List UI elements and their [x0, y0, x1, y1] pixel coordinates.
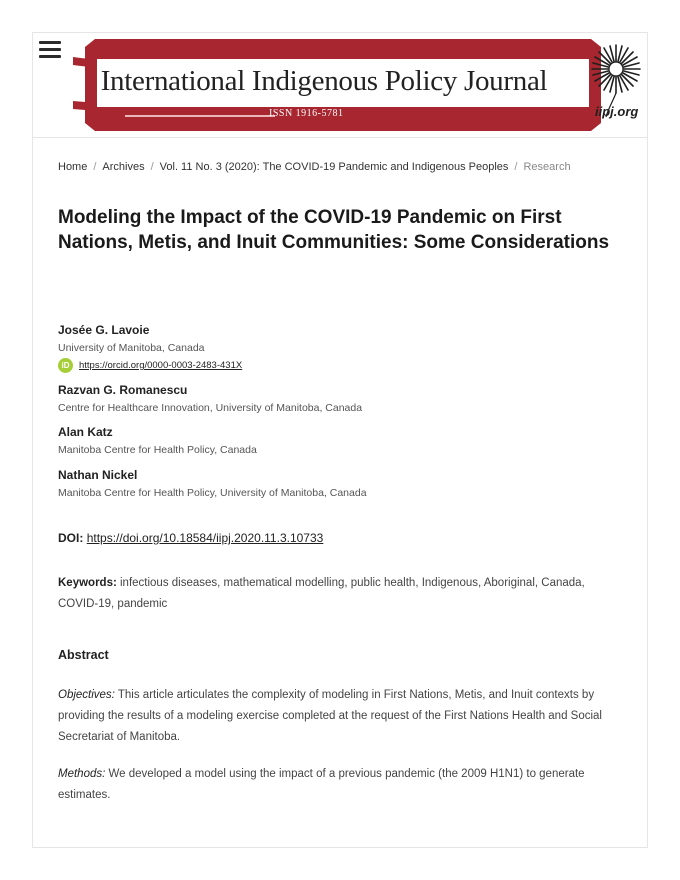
objectives-text: This article articulates the complexity of modeling in First Nations, Metis, and Inuit contexts by providing the results of a modeling exercise completed at the request of the First Nations Health and Social Secretariat of Manitoba.: [58, 689, 602, 743]
doi-section: [58, 531, 323, 545]
author-4: [58, 468, 618, 499]
abstract-methods: [58, 764, 614, 806]
breadcrumb-current: Research: [523, 161, 571, 173]
author-name: Nathan Nickel: [58, 468, 138, 482]
author-affiliation: Manitoba Centre for Health Policy, Canada: [58, 444, 257, 456]
author-2: [58, 383, 618, 414]
author-name: Josée G. Lavoie: [58, 323, 150, 337]
methods-text: We developed a model using the impact of a previous pandemic (the 2009 H1N1) to generate estimates.: [58, 768, 585, 801]
author-name: Razvan G. Romanescu: [58, 383, 188, 397]
author-name: Alan Katz: [58, 425, 113, 439]
objectives-label: Objectives:: [58, 689, 115, 701]
breadcrumb-archives[interactable]: Archives: [102, 161, 145, 173]
breadcrumb-home[interactable]: Home: [58, 161, 88, 173]
site-name-label: iipj.org: [595, 104, 639, 119]
keywords-label: Keywords:: [58, 577, 117, 589]
author-affiliation: University of Manitoba, Canada: [58, 342, 205, 354]
breadcrumb: Home / Archives / Vol. 11 No. 3 (2020): The COVID-19 Pandemic and Indigenous Peoples / Research: [58, 161, 571, 173]
issn-label: ISSN 1916-5781: [269, 108, 344, 119]
breadcrumb-issue[interactable]: Vol. 11 No. 3 (2020): The COVID-19 Pandemic and Indigenous Peoples: [159, 161, 509, 173]
article-title: Modeling the Impact of the COVID-19 Pandemic on First Nations, Metis, and Inuit Communities: Some Considerations: [58, 207, 610, 253]
abstract-objectives: [58, 685, 614, 748]
orcid-row: [58, 358, 618, 373]
site-header: [33, 33, 647, 138]
keywords-text: infectious diseases, mathematical modelling, public health, Indigenous, Aboriginal, Canada, COVID-19, pandemic: [58, 577, 585, 610]
keywords-section: [58, 573, 608, 615]
author-affiliation: Manitoba Centre for Health Policy, University of Manitoba, Canada: [58, 487, 367, 499]
author-1: [58, 323, 618, 373]
page-frame: [32, 32, 648, 848]
orcid-icon: iD: [58, 358, 73, 373]
author-3: [58, 425, 618, 456]
journal-title: International Indigenous Policy Journal: [100, 65, 548, 97]
orcid-link[interactable]: https://orcid.org/0000-0003-2483-431X: [79, 360, 243, 371]
doi-link[interactable]: https://doi.org/10.18584/iipj.2020.11.3.10733: [86, 531, 324, 545]
author-affiliation: Centre for Healthcare Innovation, University of Manitoba, Canada: [58, 402, 363, 414]
hamburger-menu-icon[interactable]: [39, 41, 61, 59]
methods-label: Methods:: [58, 768, 106, 780]
doi-label: DOI:: [58, 531, 84, 545]
abstract-heading: Abstract: [58, 648, 109, 662]
